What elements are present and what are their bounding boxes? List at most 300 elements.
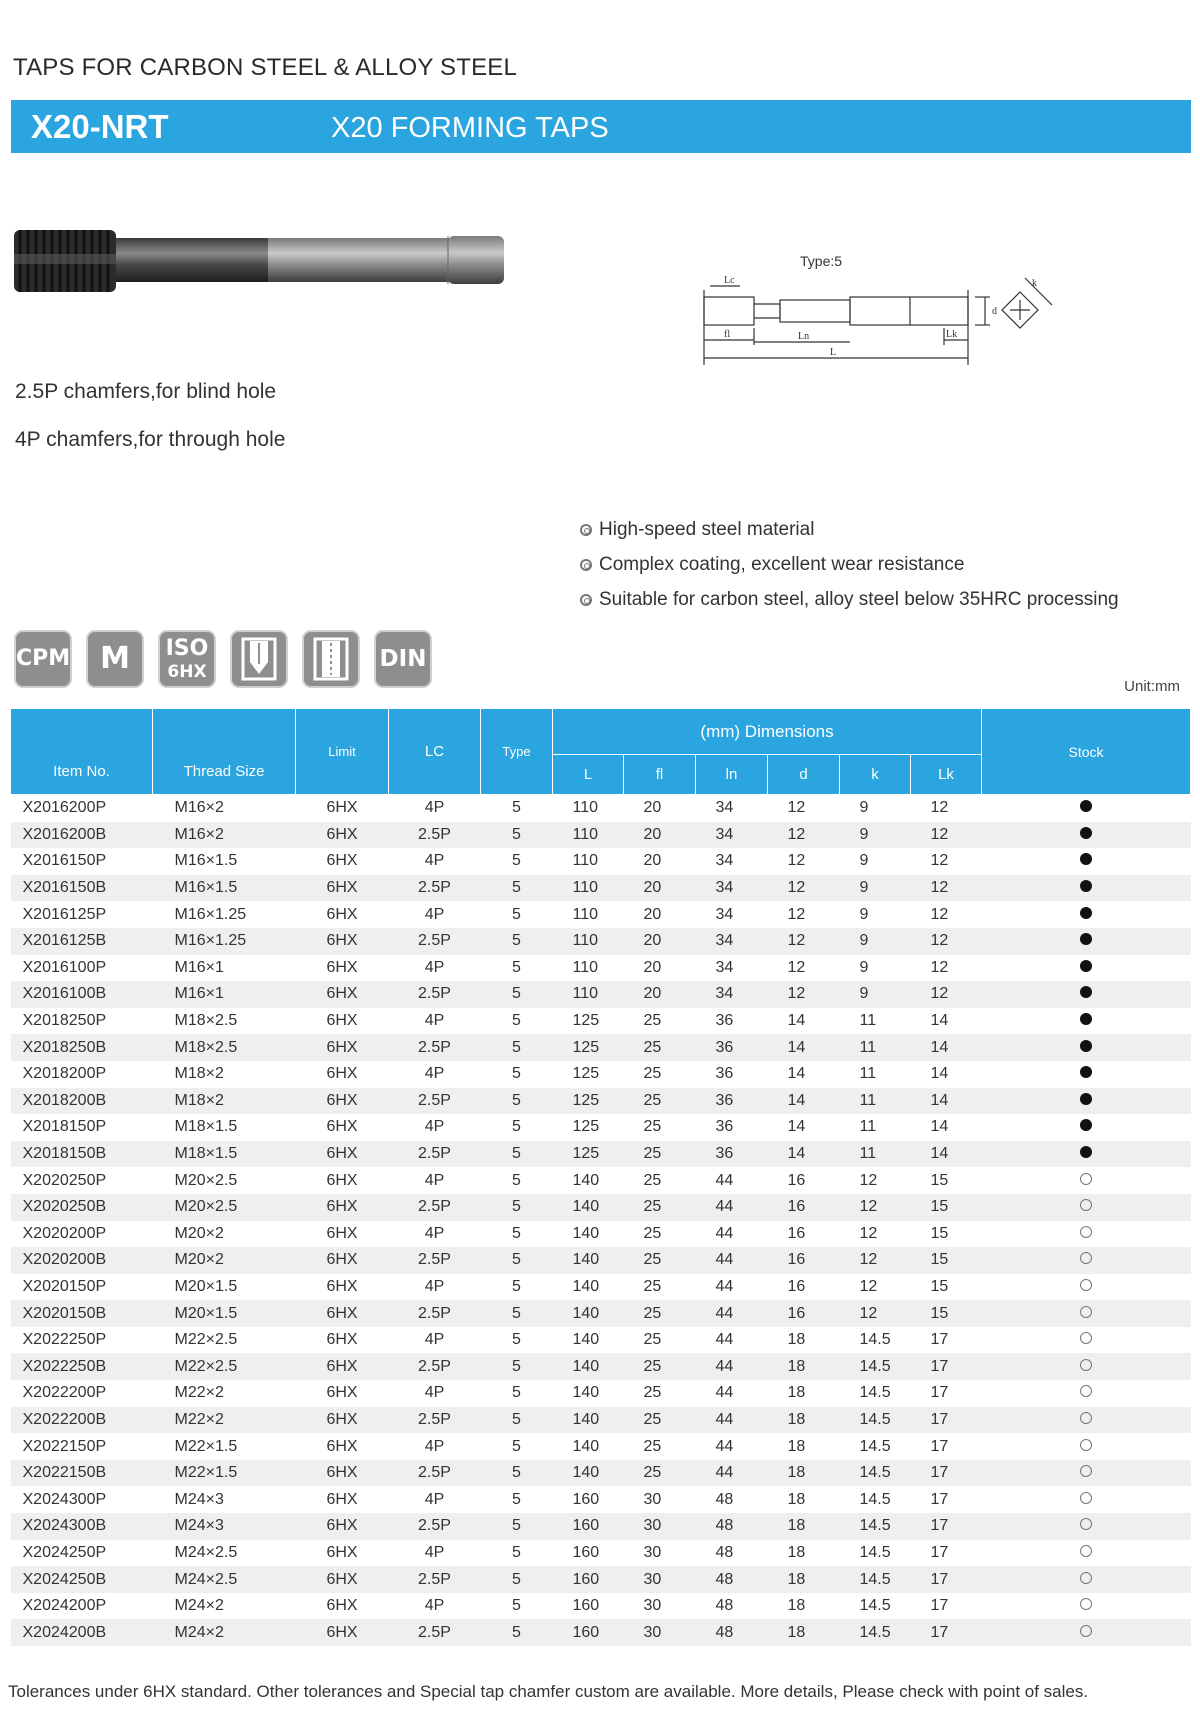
- item-no-cell: X2016200B: [11, 822, 153, 849]
- lc-cell: 4P: [389, 1114, 481, 1141]
- l-cell: 160: [553, 1513, 624, 1540]
- d-cell: 12: [768, 875, 840, 902]
- out-of-stock-icon: [1080, 1385, 1092, 1397]
- lk-cell: 17: [911, 1513, 982, 1540]
- d-cell: 16: [768, 1167, 840, 1194]
- col-stock: Stock: [982, 709, 1191, 795]
- table-row: [11, 1619, 1191, 1646]
- ln-cell: 44: [696, 1221, 768, 1248]
- lk-cell: 12: [911, 955, 982, 982]
- type-cell: 5: [481, 1008, 553, 1035]
- d-cell: 12: [768, 928, 840, 955]
- l-cell: 110: [553, 822, 624, 849]
- ln-cell: 44: [696, 1167, 768, 1194]
- lk-cell: 12: [911, 822, 982, 849]
- d-cell: 18: [768, 1327, 840, 1354]
- fl-cell: 25: [624, 1300, 696, 1327]
- d-cell: 14: [768, 1008, 840, 1035]
- l-cell: 160: [553, 1486, 624, 1513]
- d-cell: 16: [768, 1300, 840, 1327]
- thread-size-cell: M18×2: [153, 1061, 296, 1088]
- stock-cell: [982, 1540, 1191, 1567]
- limit-cell: 6HX: [296, 901, 389, 928]
- thread-size-cell: M22×2.5: [153, 1327, 296, 1354]
- k-cell: 14.5: [840, 1433, 911, 1460]
- lk-cell: 17: [911, 1566, 982, 1593]
- limit-cell: 6HX: [296, 1008, 389, 1035]
- d-cell: 12: [768, 981, 840, 1008]
- in-stock-icon: [1080, 853, 1092, 865]
- ln-cell: 34: [696, 901, 768, 928]
- fl-cell: 25: [624, 1008, 696, 1035]
- col-item-no: Item No.: [11, 709, 153, 795]
- d-cell: 18: [768, 1407, 840, 1434]
- thread-size-cell: M18×1.5: [153, 1141, 296, 1168]
- table-row: [11, 1194, 1191, 1221]
- feature-item: Suitable for carbon steel, alloy steel below 35HRC processing: [580, 582, 1119, 617]
- stock-cell: [982, 1194, 1191, 1221]
- d-cell: 18: [768, 1353, 840, 1380]
- fl-cell: 20: [624, 822, 696, 849]
- limit-cell: 6HX: [296, 1034, 389, 1061]
- ln-cell: 44: [696, 1247, 768, 1274]
- l-cell: 125: [553, 1114, 624, 1141]
- svg-text:fl: fl: [724, 329, 731, 340]
- lk-cell: 17: [911, 1593, 982, 1620]
- col-ln: ln: [696, 755, 768, 795]
- lk-cell: 17: [911, 1460, 982, 1487]
- in-stock-icon: [1080, 1040, 1092, 1052]
- k-cell: 14.5: [840, 1540, 911, 1567]
- product-name: X20 FORMING TAPS: [331, 112, 609, 144]
- out-of-stock-icon: [1080, 1598, 1092, 1610]
- lc-cell: 4P: [389, 1486, 481, 1513]
- thread-size-cell: M20×2: [153, 1247, 296, 1274]
- lk-cell: 12: [911, 875, 982, 902]
- limit-cell: 6HX: [296, 1619, 389, 1646]
- in-stock-icon: [1080, 907, 1092, 919]
- d-cell: 14: [768, 1141, 840, 1168]
- chamfer-note-blind: 2.5P chamfers,for blind hole: [15, 380, 277, 403]
- k-cell: 12: [840, 1247, 911, 1274]
- limit-cell: 6HX: [296, 1327, 389, 1354]
- ln-cell: 36: [696, 1008, 768, 1035]
- lk-cell: 12: [911, 901, 982, 928]
- stock-cell: [982, 1327, 1191, 1354]
- lk-cell: 14: [911, 1141, 982, 1168]
- lc-cell: 2.5P: [389, 822, 481, 849]
- type-cell: 5: [481, 1088, 553, 1115]
- d-cell: 12: [768, 955, 840, 982]
- item-no-cell: X2022150B: [11, 1460, 153, 1487]
- thread-size-cell: M16×1: [153, 981, 296, 1008]
- out-of-stock-icon: [1080, 1252, 1092, 1264]
- d-cell: 16: [768, 1194, 840, 1221]
- lk-cell: 15: [911, 1167, 982, 1194]
- fl-cell: 30: [624, 1619, 696, 1646]
- col-k: k: [840, 755, 911, 795]
- lk-cell: 15: [911, 1300, 982, 1327]
- ln-cell: 44: [696, 1300, 768, 1327]
- ln-cell: 48: [696, 1619, 768, 1646]
- l-cell: 140: [553, 1460, 624, 1487]
- d-cell: 14: [768, 1114, 840, 1141]
- ln-cell: 34: [696, 875, 768, 902]
- ln-cell: 34: [696, 928, 768, 955]
- double-circle-icon: [580, 594, 592, 606]
- in-stock-icon: [1080, 880, 1092, 892]
- ln-cell: 36: [696, 1034, 768, 1061]
- l-cell: 160: [553, 1566, 624, 1593]
- table-row: [11, 822, 1191, 849]
- lk-cell: 17: [911, 1407, 982, 1434]
- ln-cell: 34: [696, 848, 768, 875]
- k-cell: 14.5: [840, 1593, 911, 1620]
- tap-dimension-drawing: [680, 250, 1080, 380]
- stock-cell: [982, 1486, 1191, 1513]
- thread-size-cell: M24×2.5: [153, 1540, 296, 1567]
- limit-cell: 6HX: [296, 1114, 389, 1141]
- table-row: [11, 1088, 1191, 1115]
- table-row: [11, 955, 1191, 982]
- lc-cell: 2.5P: [389, 1088, 481, 1115]
- item-no-cell: X2018200P: [11, 1061, 153, 1088]
- fl-cell: 30: [624, 1486, 696, 1513]
- limit-cell: 6HX: [296, 1540, 389, 1567]
- out-of-stock-icon: [1080, 1439, 1092, 1451]
- item-no-cell: X2022250P: [11, 1327, 153, 1354]
- k-cell: 11: [840, 1061, 911, 1088]
- ln-cell: 44: [696, 1460, 768, 1487]
- k-cell: 9: [840, 955, 911, 982]
- item-no-cell: X2020150P: [11, 1274, 153, 1301]
- lk-cell: 12: [911, 848, 982, 875]
- lc-cell: 4P: [389, 795, 481, 822]
- in-stock-icon: [1080, 960, 1092, 972]
- ln-cell: 36: [696, 1061, 768, 1088]
- k-cell: 9: [840, 795, 911, 822]
- table-row: [11, 795, 1191, 822]
- thread-size-cell: M22×1.5: [153, 1460, 296, 1487]
- out-of-stock-icon: [1080, 1226, 1092, 1238]
- type-cell: 5: [481, 981, 553, 1008]
- lc-cell: 2.5P: [389, 1194, 481, 1221]
- col-lc: LC: [389, 709, 481, 795]
- stock-cell: [982, 1008, 1191, 1035]
- limit-cell: 6HX: [296, 875, 389, 902]
- type-cell: 5: [481, 1513, 553, 1540]
- ln-cell: 44: [696, 1194, 768, 1221]
- table-row: [11, 1433, 1191, 1460]
- table-row: [11, 981, 1191, 1008]
- in-stock-icon: [1080, 1093, 1092, 1105]
- limit-cell: 6HX: [296, 955, 389, 982]
- metric-icon: M: [86, 630, 144, 688]
- limit-cell: 6HX: [296, 1486, 389, 1513]
- d-cell: 14: [768, 1034, 840, 1061]
- lc-cell: 4P: [389, 1540, 481, 1567]
- thread-size-cell: M22×2.5: [153, 1353, 296, 1380]
- type-cell: 5: [481, 1486, 553, 1513]
- stock-cell: [982, 1380, 1191, 1407]
- out-of-stock-icon: [1080, 1572, 1092, 1584]
- thread-size-cell: M20×2.5: [153, 1167, 296, 1194]
- stock-cell: [982, 1221, 1191, 1248]
- in-stock-icon: [1080, 1013, 1092, 1025]
- stock-cell: [982, 1114, 1191, 1141]
- l-cell: 140: [553, 1353, 624, 1380]
- feature-list: [580, 512, 1119, 617]
- lc-cell: 4P: [389, 1008, 481, 1035]
- lc-cell: 4P: [389, 1274, 481, 1301]
- l-cell: 140: [553, 1407, 624, 1434]
- d-cell: 18: [768, 1380, 840, 1407]
- limit-cell: 6HX: [296, 1061, 389, 1088]
- k-cell: 9: [840, 822, 911, 849]
- l-cell: 125: [553, 1088, 624, 1115]
- limit-cell: 6HX: [296, 848, 389, 875]
- k-cell: 9: [840, 848, 911, 875]
- in-stock-icon: [1080, 1119, 1092, 1131]
- table-row: [11, 1247, 1191, 1274]
- stock-cell: [982, 1593, 1191, 1620]
- lk-cell: 15: [911, 1247, 982, 1274]
- col-lk: Lk: [911, 755, 982, 795]
- type-cell: 5: [481, 1061, 553, 1088]
- item-no-cell: X2024250B: [11, 1566, 153, 1593]
- l-cell: 140: [553, 1380, 624, 1407]
- lc-cell: 2.5P: [389, 1353, 481, 1380]
- limit-cell: 6HX: [296, 1380, 389, 1407]
- fl-cell: 25: [624, 1380, 696, 1407]
- stock-cell: [982, 1247, 1191, 1274]
- thread-size-cell: M24×2.5: [153, 1566, 296, 1593]
- lc-cell: 2.5P: [389, 928, 481, 955]
- k-cell: 9: [840, 928, 911, 955]
- item-no-cell: X2016200P: [11, 795, 153, 822]
- k-cell: 9: [840, 875, 911, 902]
- col-thread-size: Thread Size: [153, 709, 296, 795]
- ln-cell: 34: [696, 795, 768, 822]
- thread-size-cell: M18×2.5: [153, 1008, 296, 1035]
- k-cell: 11: [840, 1088, 911, 1115]
- type-cell: 5: [481, 1566, 553, 1593]
- type-cell: 5: [481, 1327, 553, 1354]
- fl-cell: 30: [624, 1513, 696, 1540]
- item-no-cell: X2022250B: [11, 1353, 153, 1380]
- l-cell: 160: [553, 1619, 624, 1646]
- lc-cell: 2.5P: [389, 1247, 481, 1274]
- in-stock-icon: [1080, 800, 1092, 812]
- lc-cell: 2.5P: [389, 1460, 481, 1487]
- thread-size-cell: M16×1: [153, 955, 296, 982]
- lc-cell: 4P: [389, 848, 481, 875]
- item-no-cell: X2024300P: [11, 1486, 153, 1513]
- thread-size-cell: M22×1.5: [153, 1433, 296, 1460]
- table-row: [11, 1034, 1191, 1061]
- item-no-cell: X2018250B: [11, 1034, 153, 1061]
- l-cell: 110: [553, 848, 624, 875]
- fl-cell: 25: [624, 1433, 696, 1460]
- lk-cell: 17: [911, 1433, 982, 1460]
- item-no-cell: X2016125B: [11, 928, 153, 955]
- ln-cell: 48: [696, 1540, 768, 1567]
- item-no-cell: X2018250P: [11, 1008, 153, 1035]
- type-cell: 5: [481, 928, 553, 955]
- k-cell: 14.5: [840, 1380, 911, 1407]
- fl-cell: 30: [624, 1593, 696, 1620]
- col-type: Type: [481, 709, 553, 795]
- fl-cell: 30: [624, 1540, 696, 1567]
- svg-text:d: d: [992, 306, 997, 317]
- k-cell: 14.5: [840, 1619, 911, 1646]
- d-cell: 12: [768, 795, 840, 822]
- col-fl: fl: [624, 755, 696, 795]
- lc-cell: 4P: [389, 901, 481, 928]
- feature-item: High-speed steel material: [580, 512, 1119, 547]
- ln-cell: 36: [696, 1114, 768, 1141]
- l-cell: 110: [553, 928, 624, 955]
- k-cell: 14.5: [840, 1513, 911, 1540]
- thread-size-cell: M20×2: [153, 1221, 296, 1248]
- lk-cell: 12: [911, 795, 982, 822]
- out-of-stock-icon: [1080, 1545, 1092, 1557]
- out-of-stock-icon: [1080, 1359, 1092, 1371]
- stock-cell: [982, 1433, 1191, 1460]
- fl-cell: 20: [624, 795, 696, 822]
- d-cell: 18: [768, 1486, 840, 1513]
- d-cell: 16: [768, 1221, 840, 1248]
- type-cell: 5: [481, 1114, 553, 1141]
- svg-text:Ln: Ln: [798, 331, 810, 342]
- din-icon: DIN: [374, 630, 432, 688]
- stock-cell: [982, 981, 1191, 1008]
- item-no-cell: X2024200B: [11, 1619, 153, 1646]
- cpm-icon: CPM: [14, 630, 72, 688]
- limit-cell: 6HX: [296, 1221, 389, 1248]
- item-no-cell: X2024200P: [11, 1593, 153, 1620]
- item-no-cell: X2016150P: [11, 848, 153, 875]
- k-cell: 11: [840, 1141, 911, 1168]
- type-cell: 5: [481, 875, 553, 902]
- double-circle-icon: [580, 559, 592, 571]
- feature-item: Complex coating, excellent wear resistance: [580, 547, 1119, 582]
- table-row: [11, 1486, 1191, 1513]
- l-cell: 110: [553, 901, 624, 928]
- lk-cell: 14: [911, 1114, 982, 1141]
- item-no-cell: X2016150B: [11, 875, 153, 902]
- table-row: [11, 1141, 1191, 1168]
- lk-cell: 17: [911, 1619, 982, 1646]
- svg-text:Lc: Lc: [724, 275, 735, 286]
- type-cell: 5: [481, 848, 553, 875]
- thread-size-cell: M16×2: [153, 822, 296, 849]
- table-row: [11, 901, 1191, 928]
- item-no-cell: X2020200P: [11, 1221, 153, 1248]
- out-of-stock-icon: [1080, 1465, 1092, 1477]
- iso-6hx-icon: ISO 6HX: [158, 630, 216, 688]
- out-of-stock-icon: [1080, 1173, 1092, 1185]
- table-row: [11, 1353, 1191, 1380]
- lc-cell: 2.5P: [389, 1619, 481, 1646]
- thread-size-cell: M24×3: [153, 1513, 296, 1540]
- thread-size-cell: M20×2.5: [153, 1194, 296, 1221]
- table-row: [11, 1008, 1191, 1035]
- stock-cell: [982, 795, 1191, 822]
- l-cell: 125: [553, 1141, 624, 1168]
- col-d: d: [768, 755, 840, 795]
- limit-cell: 6HX: [296, 1274, 389, 1301]
- l-cell: 140: [553, 1167, 624, 1194]
- thread-size-cell: M18×1.5: [153, 1114, 296, 1141]
- type-cell: 5: [481, 901, 553, 928]
- d-cell: 16: [768, 1247, 840, 1274]
- k-cell: 11: [840, 1008, 911, 1035]
- lc-cell: 2.5P: [389, 1141, 481, 1168]
- stock-cell: [982, 955, 1191, 982]
- limit-cell: 6HX: [296, 1566, 389, 1593]
- k-cell: 12: [840, 1167, 911, 1194]
- ln-cell: 48: [696, 1513, 768, 1540]
- fl-cell: 20: [624, 981, 696, 1008]
- out-of-stock-icon: [1080, 1518, 1092, 1530]
- fl-cell: 25: [624, 1221, 696, 1248]
- fl-cell: 25: [624, 1141, 696, 1168]
- spec-table: [10, 708, 1191, 1646]
- type-cell: 5: [481, 1460, 553, 1487]
- in-stock-icon: [1080, 1146, 1092, 1158]
- lc-cell: 4P: [389, 1593, 481, 1620]
- table-row: [11, 928, 1191, 955]
- type-cell: 5: [481, 1194, 553, 1221]
- thread-size-cell: M20×1.5: [153, 1274, 296, 1301]
- ln-cell: 48: [696, 1486, 768, 1513]
- d-cell: 12: [768, 822, 840, 849]
- stock-cell: [982, 901, 1191, 928]
- table-row: [11, 1566, 1191, 1593]
- table-row: [11, 1114, 1191, 1141]
- k-cell: 12: [840, 1221, 911, 1248]
- d-cell: 18: [768, 1593, 840, 1620]
- fl-cell: 25: [624, 1407, 696, 1434]
- item-no-cell: X2020250P: [11, 1167, 153, 1194]
- lk-cell: 15: [911, 1274, 982, 1301]
- item-no-cell: X2016100P: [11, 955, 153, 982]
- k-cell: 14.5: [840, 1407, 911, 1434]
- limit-cell: 6HX: [296, 1407, 389, 1434]
- stock-cell: [982, 1566, 1191, 1593]
- ln-cell: 34: [696, 981, 768, 1008]
- lk-cell: 12: [911, 928, 982, 955]
- d-cell: 14: [768, 1061, 840, 1088]
- thread-size-cell: M20×1.5: [153, 1300, 296, 1327]
- page-title: TAPS FOR CARBON STEEL & ALLOY STEEL: [13, 54, 518, 81]
- ln-cell: 36: [696, 1088, 768, 1115]
- table-row: [11, 1221, 1191, 1248]
- item-no-cell: X2020150B: [11, 1300, 153, 1327]
- lc-cell: 4P: [389, 1061, 481, 1088]
- item-no-cell: X2016100B: [11, 981, 153, 1008]
- k-cell: 14.5: [840, 1353, 911, 1380]
- table-row: [11, 1460, 1191, 1487]
- svg-text:Type:5: Type:5: [800, 253, 843, 269]
- out-of-stock-icon: [1080, 1625, 1092, 1637]
- table-row: [11, 1274, 1191, 1301]
- ln-cell: 36: [696, 1141, 768, 1168]
- stock-cell: [982, 848, 1191, 875]
- l-cell: 125: [553, 1061, 624, 1088]
- fl-cell: 20: [624, 928, 696, 955]
